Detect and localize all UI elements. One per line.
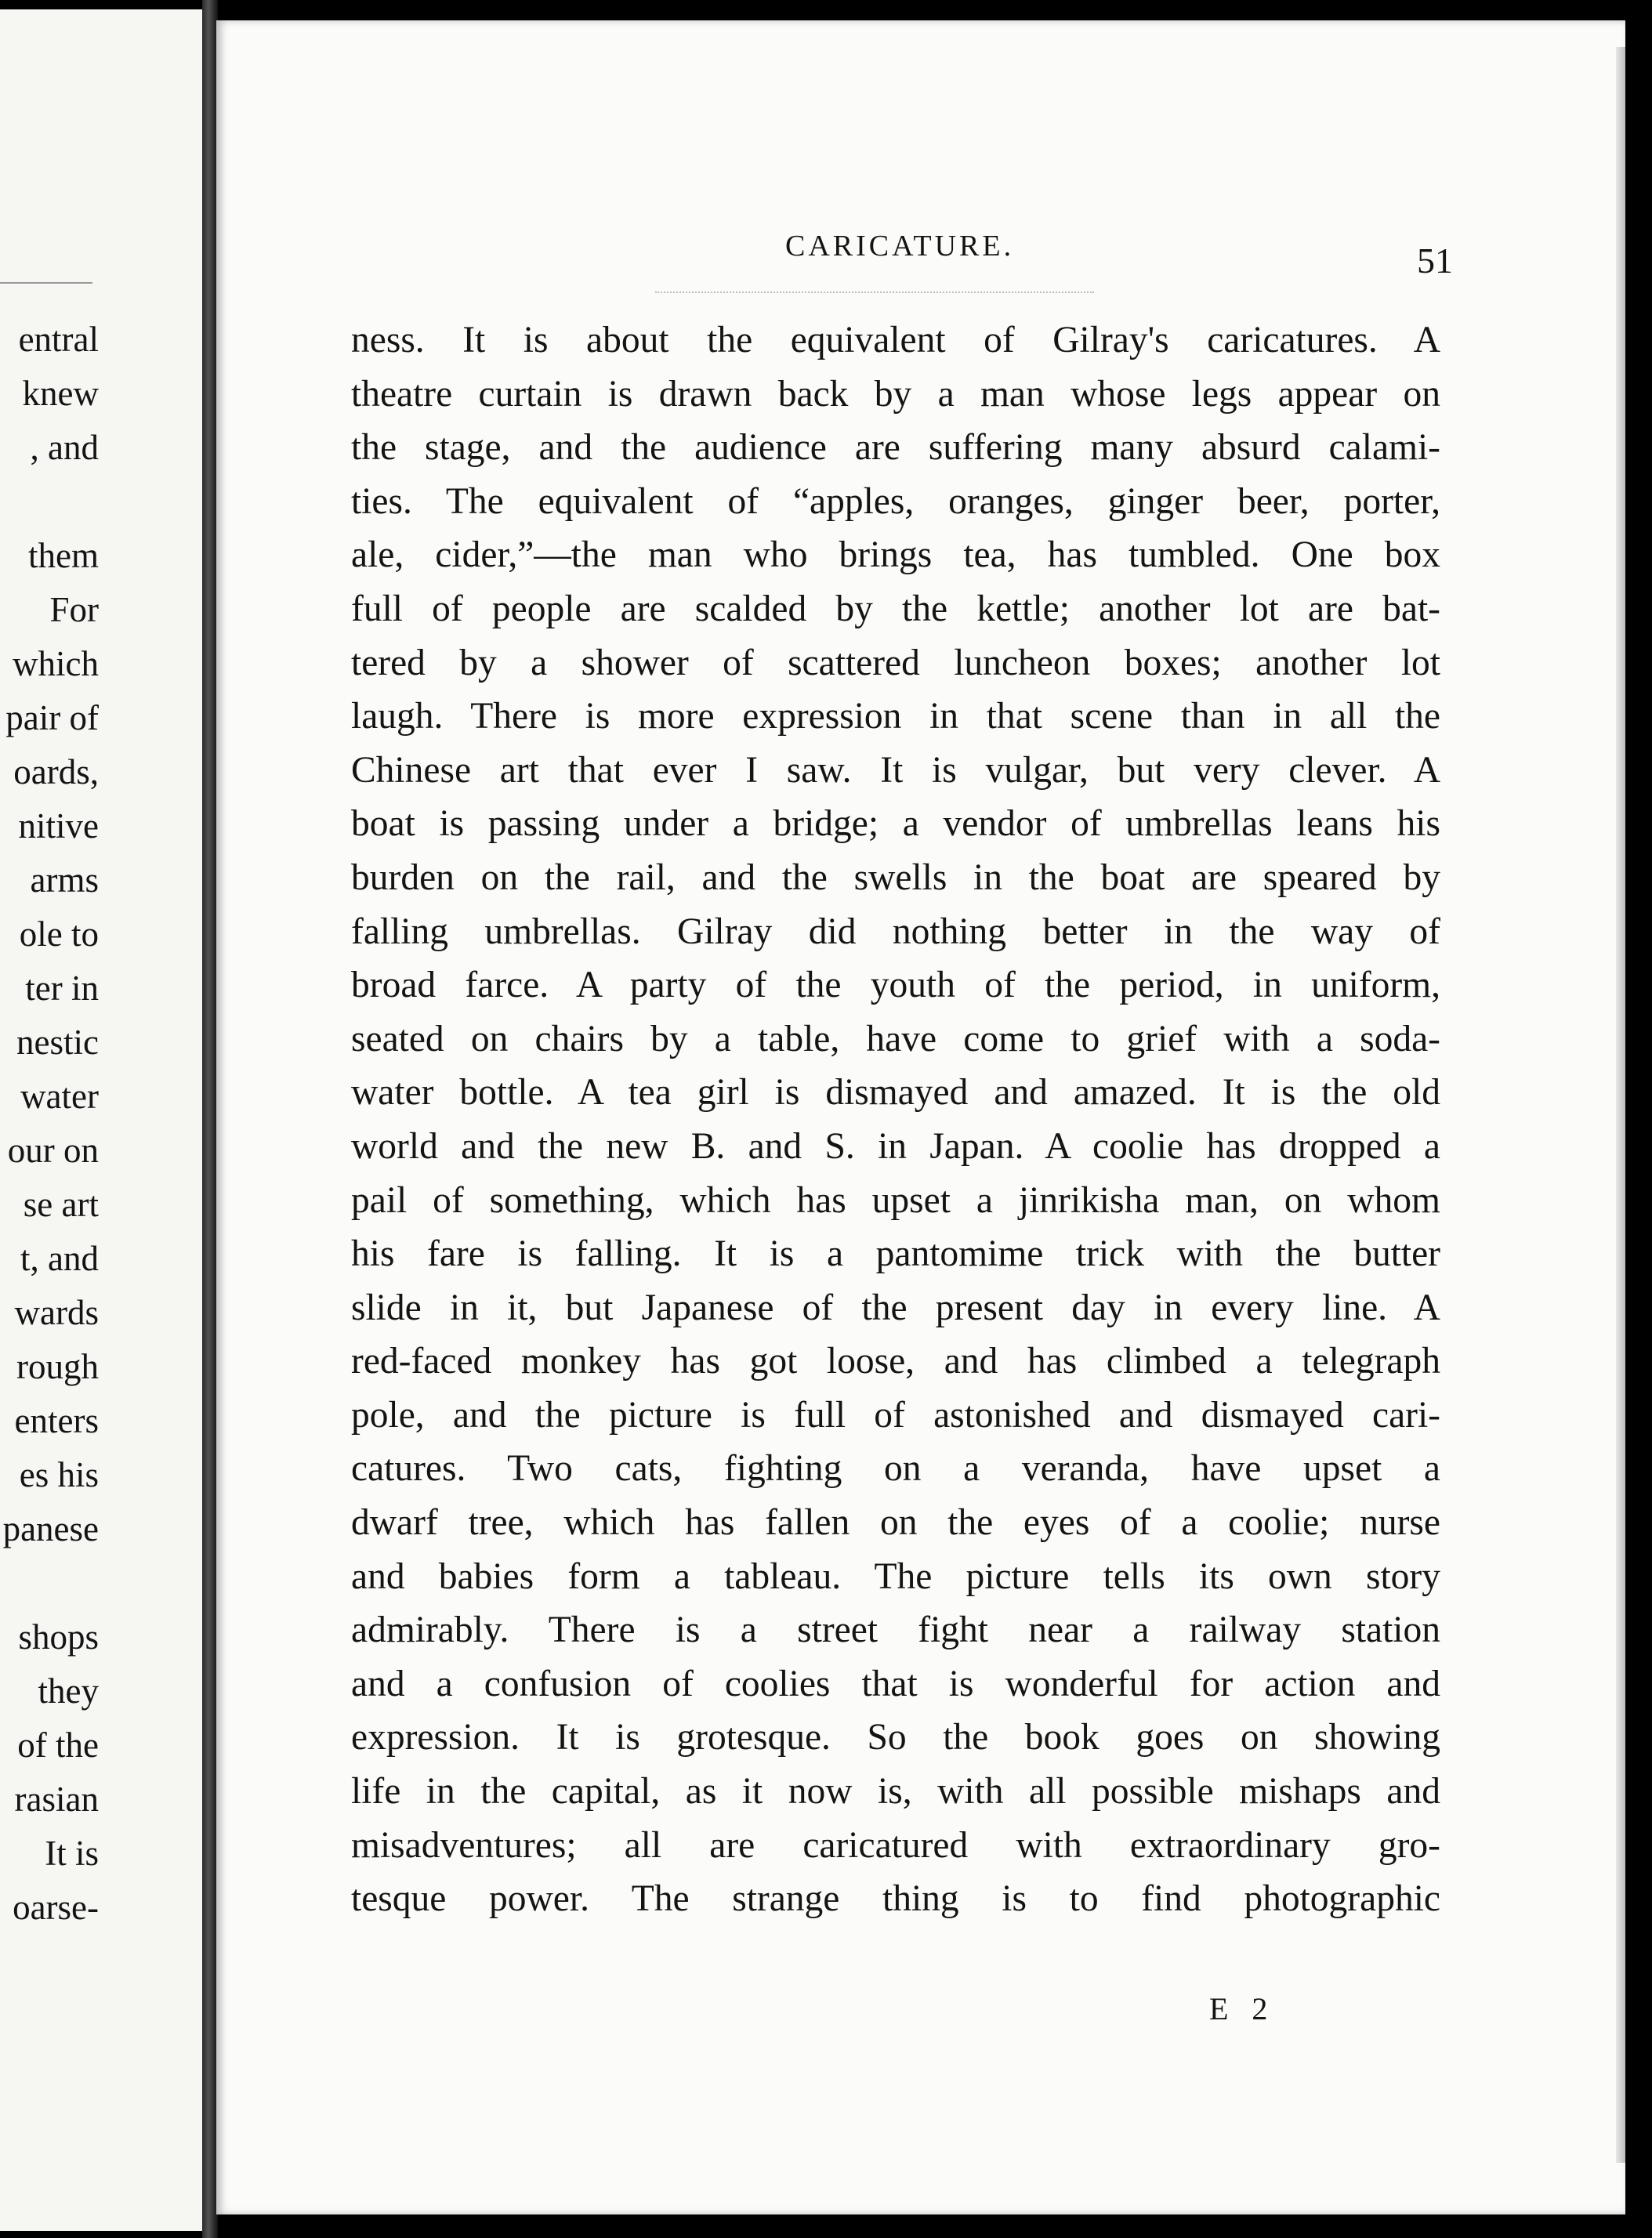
- left-page-line: of the: [17, 1726, 99, 1765]
- left-page-line: arms: [30, 860, 99, 900]
- left-page-line: them: [28, 536, 99, 575]
- book-gutter: [202, 0, 218, 2238]
- body-line: laugh. There is more expression in that scene than in all the: [351, 696, 1440, 737]
- body-line: broad farce. A party of the youth of the period, in uniform,: [351, 965, 1440, 1006]
- left-page-line: se art: [23, 1185, 99, 1224]
- left-page-line: shops: [18, 1617, 99, 1657]
- left-page-line: , and: [30, 428, 99, 467]
- left-page-line: panese: [2, 1509, 99, 1548]
- body-line: life in the capital, as it now is, with all possible mishaps and: [351, 1771, 1440, 1812]
- body-line: slide in it, but Japanese of the present day in every line. A: [351, 1287, 1440, 1328]
- body-line: and babies form a tableau. The picture tells its own story: [351, 1555, 1440, 1597]
- left-page-text: [3, 313, 99, 1935]
- left-page-rule: [0, 282, 92, 284]
- left-page-line: entral: [18, 320, 99, 359]
- left-page-line: water: [20, 1077, 99, 1116]
- left-page-fragment: [0, 9, 202, 2231]
- body-line: misadventures; all are caricatured with extraordinary gro-: [351, 1824, 1440, 1866]
- body-line: theatre curtain is drawn back by a man whose legs appear on: [351, 373, 1440, 415]
- body-line: the stage, and the audience are suffering many absurd calami-: [351, 427, 1440, 469]
- body-line: admirably. There is a street fight near a railway station: [351, 1610, 1440, 1651]
- page-edge: [1616, 47, 1625, 2163]
- left-page-line: enters: [14, 1401, 99, 1440]
- body-line: full of people are scalded by the kettle; another lot are bat-: [351, 588, 1440, 629]
- body-line: and a confusion of coolies that is wonderful for action and: [351, 1663, 1440, 1704]
- left-page-line: pair of: [5, 698, 99, 737]
- body-line: catures. Two cats, fighting on a veranda, have upset a: [351, 1448, 1440, 1490]
- left-page-line: For: [49, 590, 99, 629]
- left-page-line: knew: [22, 374, 99, 413]
- body-line: world and the new B. and S. in Japan. A coolie has dropped a: [351, 1125, 1440, 1167]
- left-page-line: they: [38, 1671, 99, 1711]
- left-page-line: nitive: [18, 806, 99, 846]
- left-page-line: ole to: [19, 914, 99, 954]
- body-line: his fare is falling. It is a pantomime trick with the butter: [351, 1233, 1440, 1275]
- body-line: pail of something, which has upset a jinrikisha man, on whom: [351, 1179, 1440, 1221]
- body-line: tered by a shower of scattered luncheon boxes; another lot: [351, 642, 1440, 683]
- left-page-line: wards: [14, 1293, 99, 1332]
- body-text: [351, 313, 1440, 1926]
- left-page-line: [3, 1556, 99, 1610]
- left-page-line: our on: [7, 1131, 99, 1170]
- body-line: ale, cider,”—the man who brings tea, has tumbled. One box: [351, 534, 1440, 576]
- running-head: CARICATURE.: [785, 230, 1015, 263]
- left-page-line: t, and: [20, 1239, 99, 1278]
- left-page-line: ter in: [25, 969, 99, 1008]
- left-page-line: oarse-: [13, 1888, 99, 1927]
- left-page-line: oards,: [13, 752, 99, 791]
- left-page-line: It is: [45, 1834, 99, 1873]
- left-page-line: [3, 475, 99, 529]
- signature-mark: E 2: [1209, 1991, 1276, 2026]
- body-line: dwarf tree, which has fallen on the eyes of a coolie; nurse: [351, 1502, 1440, 1544]
- body-line: pole, and the picture is full of astonished and dismayed cari-: [351, 1394, 1440, 1436]
- body-line: burden on the rail, and the swells in the boat are speared by: [351, 856, 1440, 898]
- left-page-line: which: [13, 644, 99, 683]
- body-line: ness. It is about the equivalent of Gilray's caricatures. A: [351, 320, 1440, 360]
- left-page-line: es his: [19, 1455, 99, 1494]
- body-line: expression. It is grotesque. So the book goes on showing: [351, 1717, 1440, 1758]
- body-line: Chinese art that ever I saw. It is vulgar, but very clever. A: [351, 749, 1440, 791]
- body-line: seated on chairs by a table, have come to grief with a soda-: [351, 1018, 1440, 1059]
- left-page-line: rough: [16, 1347, 99, 1386]
- left-page-line: nestic: [16, 1023, 99, 1062]
- body-line: boat is passing under a bridge; a vendor of umbrellas leans his: [351, 803, 1440, 845]
- body-line: water bottle. A tea girl is dismayed and amazed. It is the old: [351, 1072, 1440, 1114]
- page-number: 51: [1417, 241, 1453, 281]
- header-rule: [655, 292, 1094, 293]
- body-line: falling umbrellas. Gilray did nothing better in the way of: [351, 911, 1440, 952]
- body-line: tesque power. The strange thing is to find photographic: [351, 1878, 1440, 1920]
- body-line: ties. The equivalent of “apples, oranges, ginger beer, porter,: [351, 480, 1440, 522]
- body-line: red-faced monkey has got loose, and has climbed a telegraph: [351, 1341, 1440, 1382]
- left-page-line: rasian: [14, 1780, 99, 1819]
